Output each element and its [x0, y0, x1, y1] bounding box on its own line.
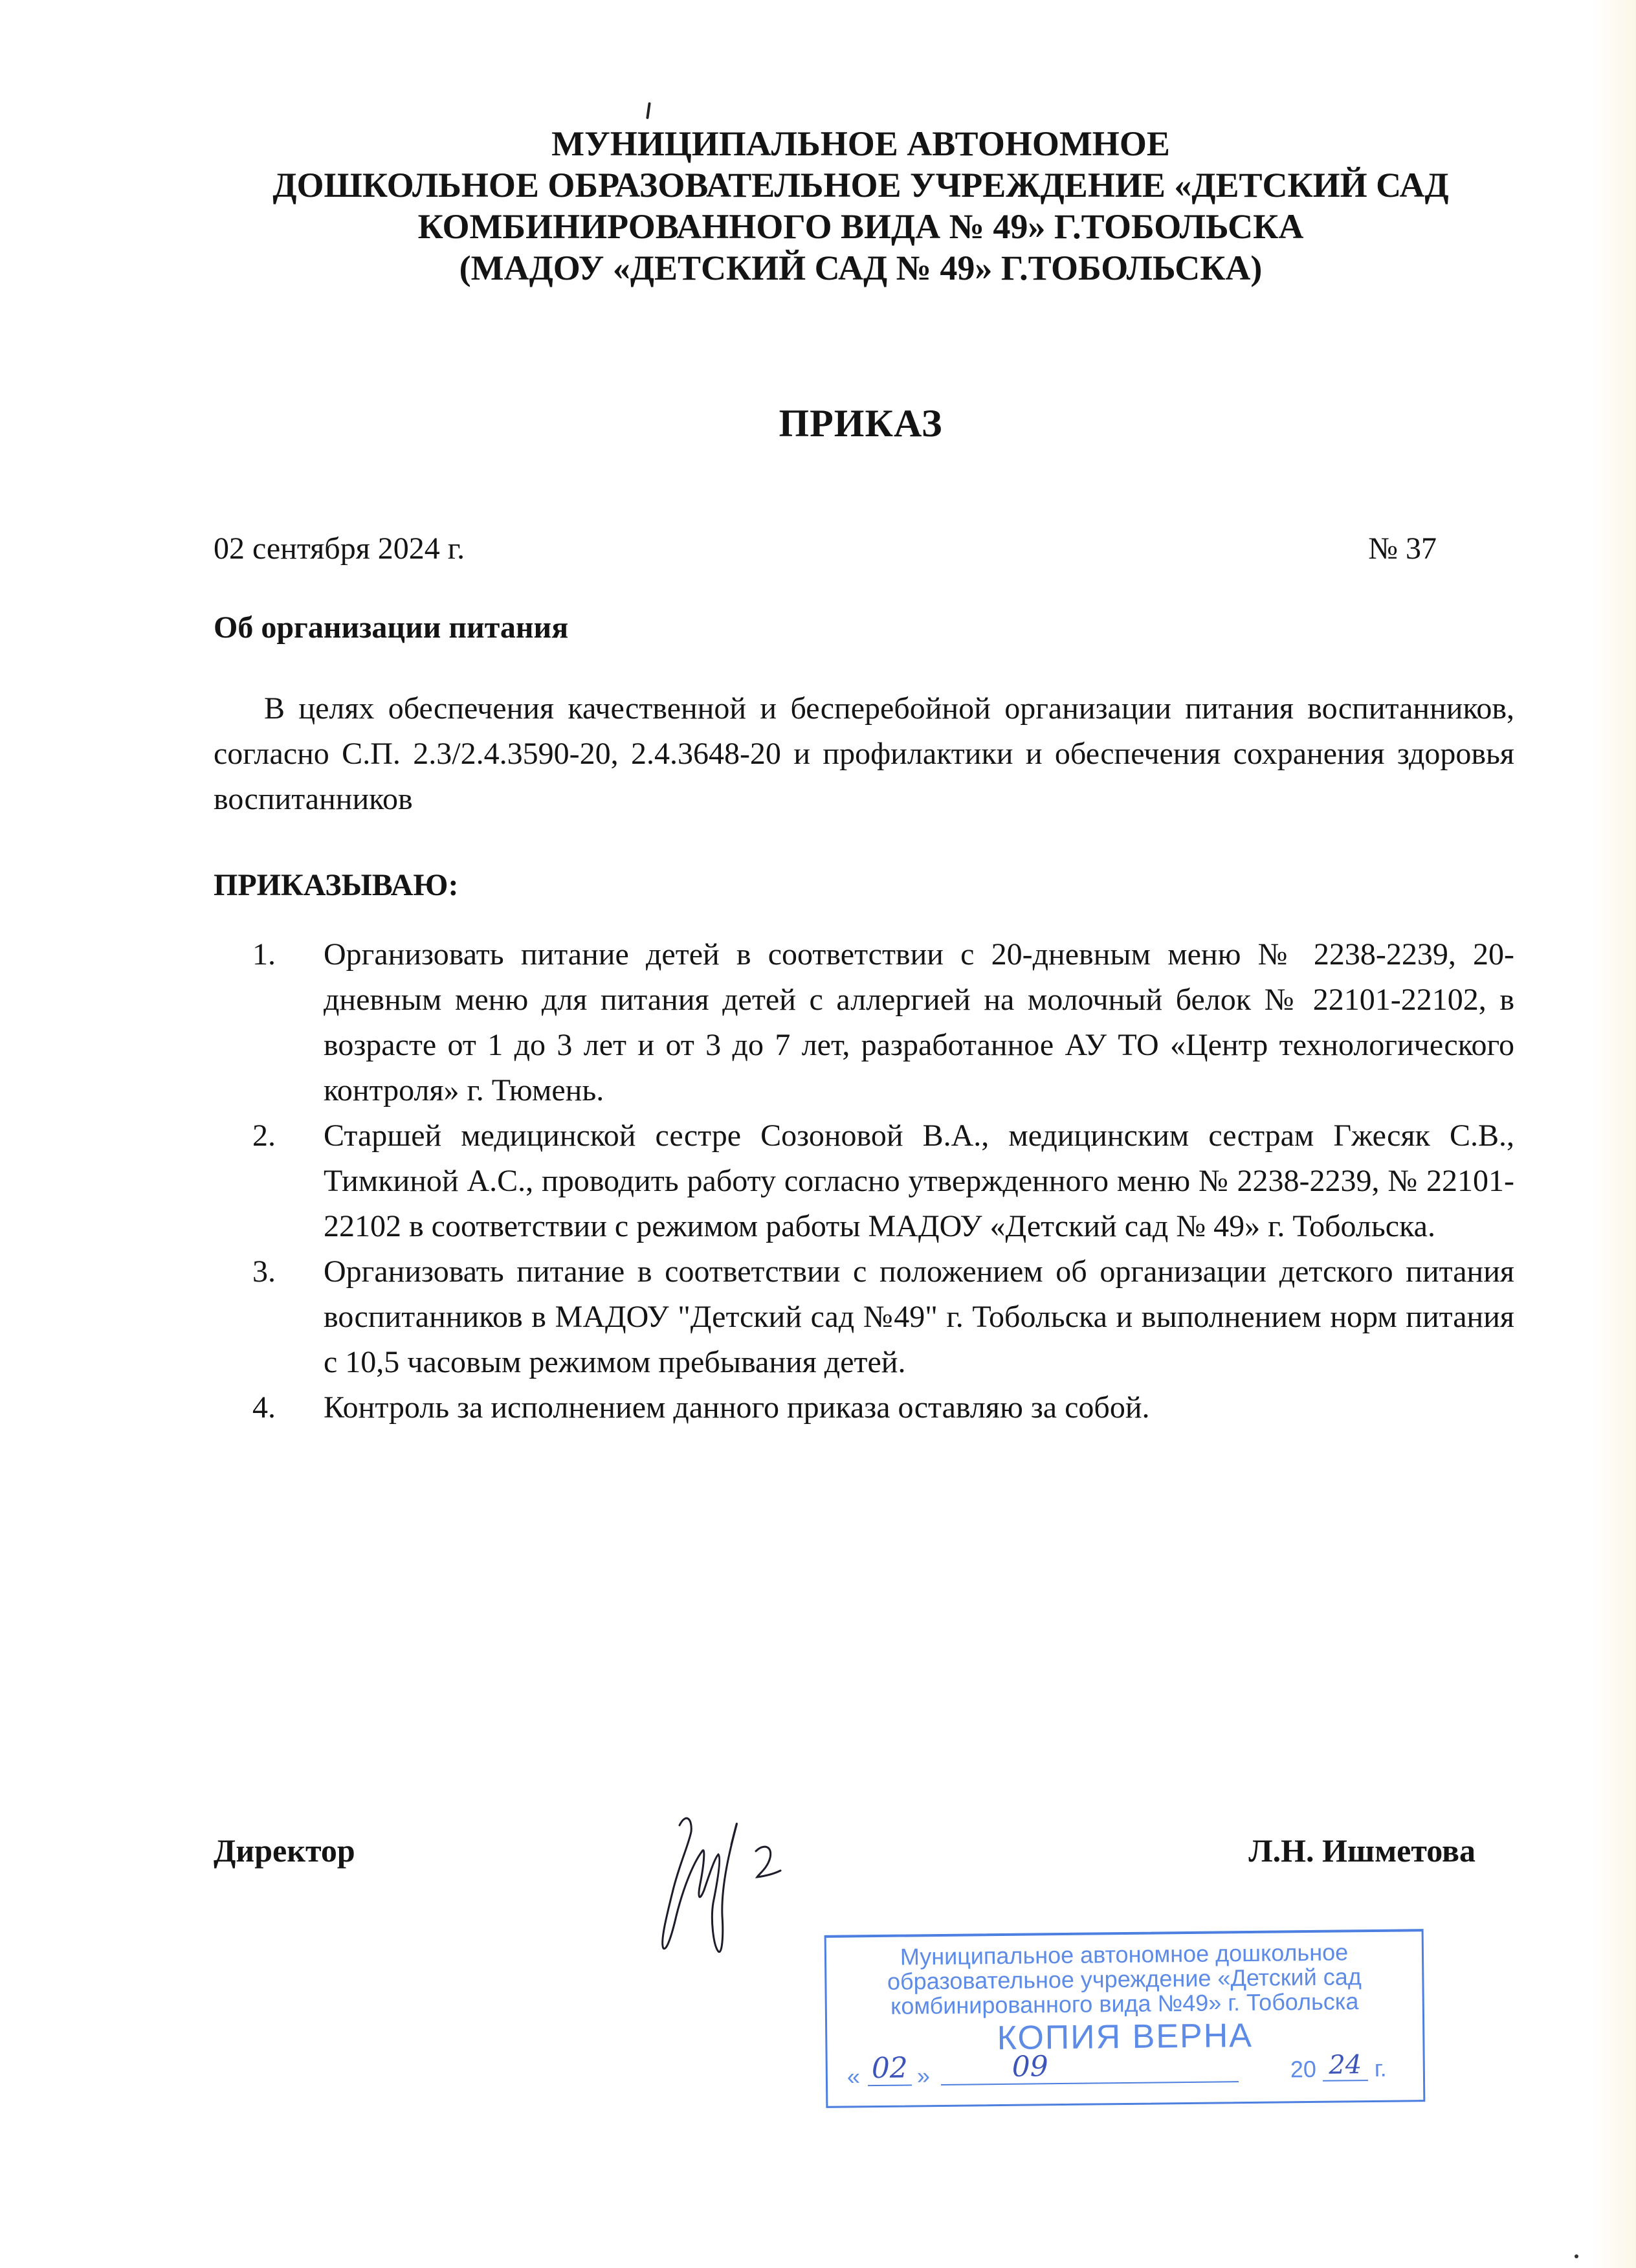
header-line-2: ДОШКОЛЬНОЕ ОБРАЗОВАТЕЛЬНОЕ УЧРЕЖДЕНИЕ «ДЕТСКИЙ САД [272, 166, 1449, 205]
document-title: ПРИКАЗ [779, 402, 943, 445]
order-item-text: Организовать питание детей в соответствии с 20-дневным меню № 2238-2239, 20-дневным меню для питания детей с аллергией на молочный белок № 22101-22102, в возрасте от 1 до 3 лет и от 3 до 7 лет, разработанное АУ ТО «Центр технологического контроля» г. Тюмень. [324, 937, 1514, 1107]
stamp-date-row [828, 2049, 1424, 2092]
order-item [252, 1249, 1514, 1385]
stamp-line-3: комбинированного вида №49» г. Тобольска [890, 1988, 1359, 2019]
order-item [252, 1113, 1514, 1249]
stamp-quote-close: » [916, 2062, 931, 2089]
stamp-day: 02 [868, 2051, 912, 2086]
stamp-year: 24 [1323, 2050, 1368, 2082]
scan-mark [646, 102, 651, 119]
order-item-number: 4. [252, 1390, 276, 1425]
order-items-list [252, 932, 1514, 1430]
signatory-name: Л.Н. Ишметова [1248, 1832, 1476, 1869]
stamp-line-1: Муниципальное автономное дошкольное [900, 1939, 1349, 1970]
signatory-position: Директор [214, 1832, 355, 1869]
order-item-text: Старшей медицинской сестре Созоновой В.А., медицинским сестрам Гжесяк С.В., Тимкиной А.С., проводить работу согласно утвержденного меню № 2238-2239, № 22101-22102 в соответствии с режимом работы МАДОУ «Детский сад № 49» г. Тобольска. [324, 1118, 1514, 1243]
order-item [252, 932, 1514, 1113]
certified-copy-stamp [824, 1929, 1426, 2108]
order-item-text: Организовать питание в соответствии с положением об организации детского питания воспитанников в МАДОУ "Детский сад №49" г. Тобольска и выполнением норм питания с 10,5 часовым режимом пребывания детей. [324, 1254, 1514, 1379]
order-item [252, 1385, 1514, 1430]
order-directive-heading: ПРИКАЗЫВАЮ: [214, 868, 459, 902]
header-line-4: (МАДОУ «ДЕТСКИЙ САД № 49» Г.ТОБОЛЬСКА) [459, 249, 1263, 287]
scan-speck [1575, 2254, 1578, 2258]
stamp-month: 09 [941, 2048, 1239, 2085]
page-edge-shading [1591, 0, 1636, 2268]
preamble-paragraph: В целях обеспечения качественной и бесперебойной организации питания воспитанников, согласно С.П. 2.3/2.4.3590-20, 2.4.3648-20 и профилактики и обеспечения сохранения здоровья воспитанников [214, 691, 1514, 816]
order-item-number: 3. [252, 1254, 276, 1289]
stamp-year-prefix: 20 [1290, 2055, 1317, 2083]
order-number: № 37 [1368, 531, 1437, 566]
stamp-year-suffix: г. [1374, 2054, 1387, 2082]
stamp-quote-open: « [846, 2063, 861, 2090]
date-number-row [214, 531, 1437, 566]
header-line-3: КОМБИНИРОВАННОГО ВИДА № 49» Г.ТОБОЛЬСКА [417, 207, 1304, 246]
order-item-text: Контроль за исполнением данного приказа оставляю за собой. [324, 1390, 1150, 1425]
order-item-number: 1. [252, 937, 276, 972]
order-subject: Об организации питания [214, 610, 569, 645]
institution-header [194, 123, 1527, 289]
order-date: 02 сентября 2024 г. [214, 531, 465, 566]
stamp-certification: КОПИЯ ВЕРНА [997, 2016, 1254, 2058]
stamp-line-2: образовательное учреждение «Детский сад [887, 1963, 1362, 1995]
order-item-number: 2. [252, 1118, 276, 1153]
header-line-1: МУНИЦИПАЛЬНОЕ АВТОНОМНОЕ [551, 124, 1170, 163]
